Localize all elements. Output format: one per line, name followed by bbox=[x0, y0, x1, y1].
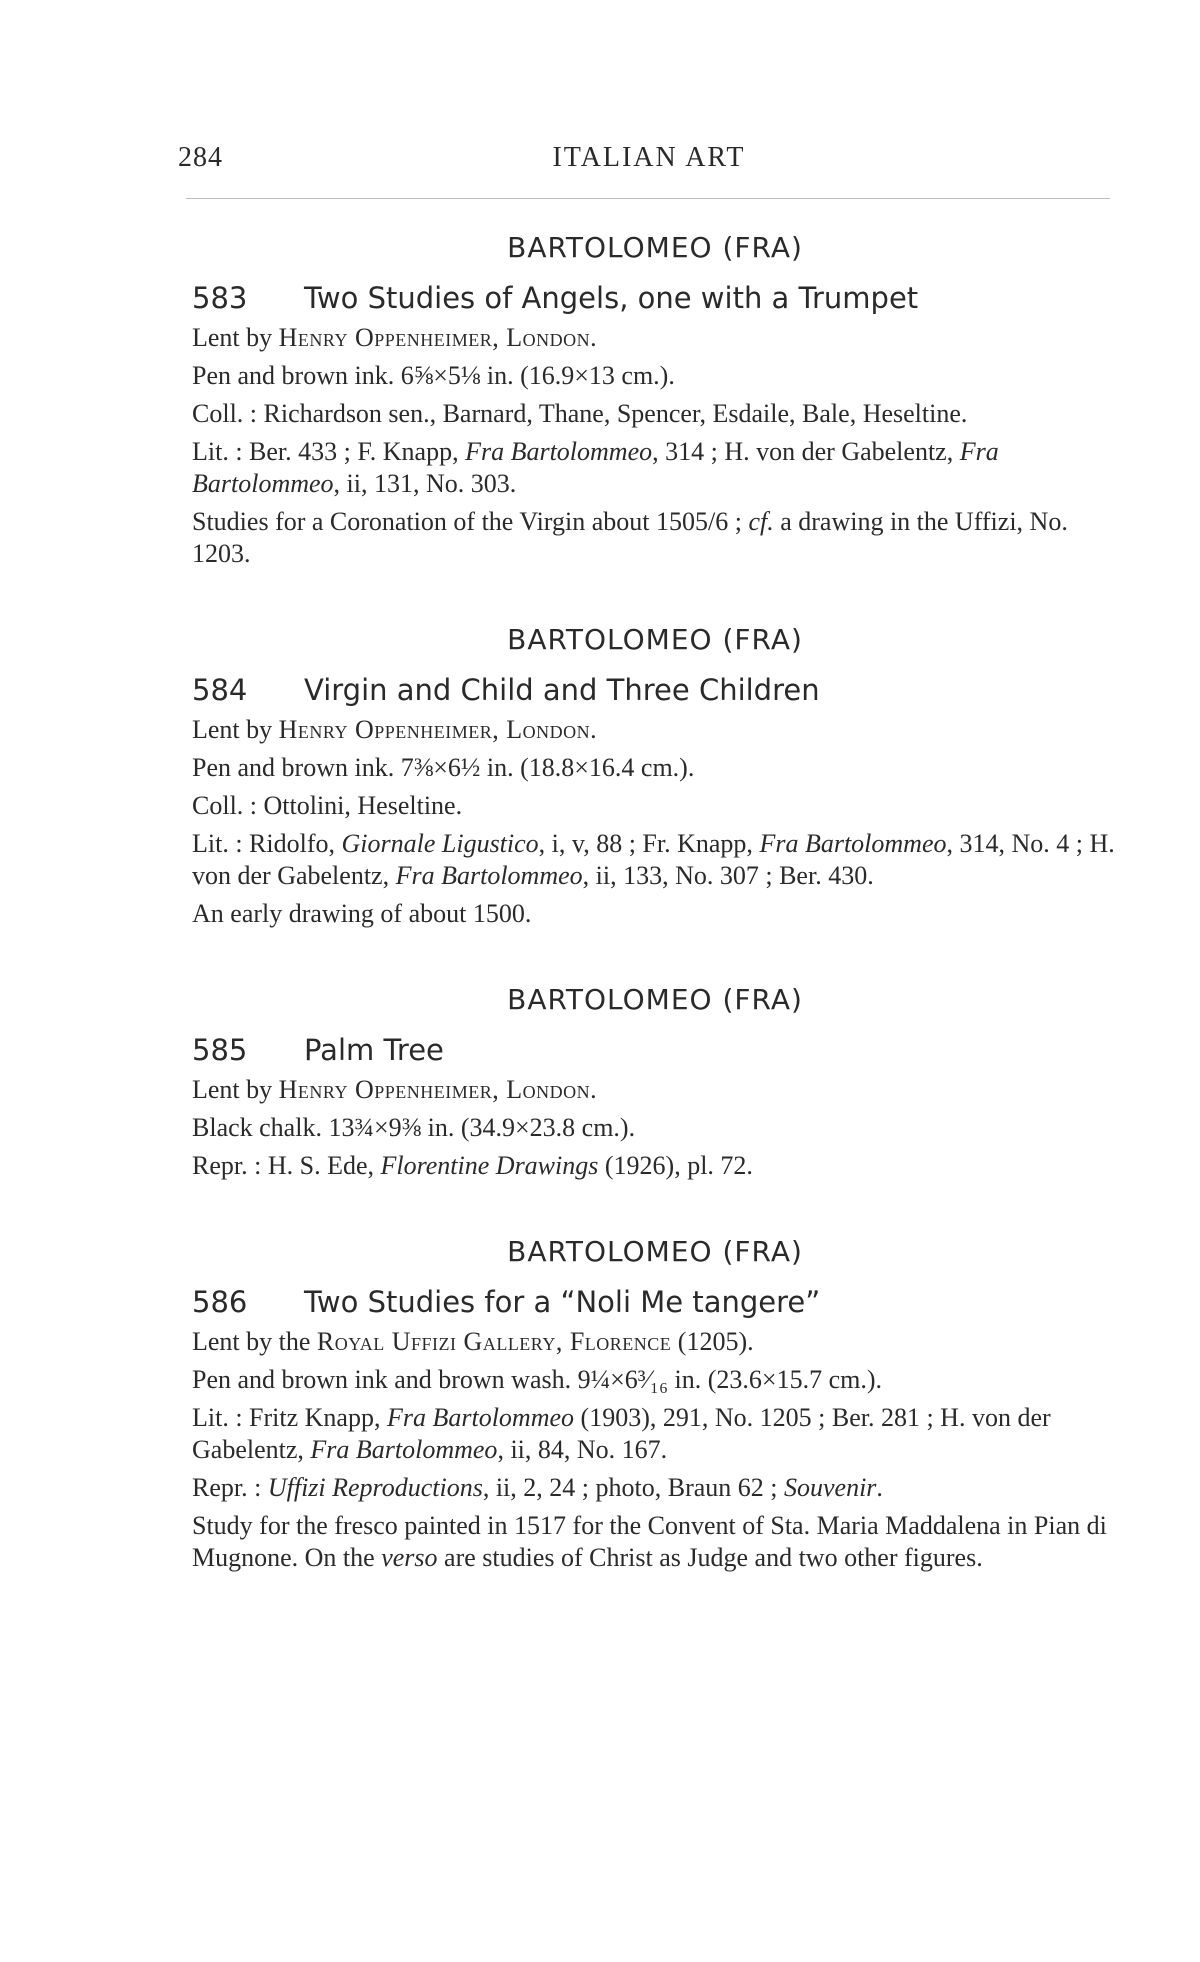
lit-italic: Fra Bartolommeo bbox=[395, 861, 583, 890]
repr-text: Repr. : bbox=[192, 1473, 268, 1502]
repr-text: (1926), pl. 72. bbox=[598, 1151, 753, 1180]
entry-spacer bbox=[192, 576, 1118, 620]
repr-italic: Florentine Drawings bbox=[380, 1151, 599, 1180]
catalogue-entry-585 bbox=[192, 980, 1118, 1182]
lender-name: Henry Oppenheimer, London. bbox=[278, 323, 598, 352]
reproduction-line bbox=[192, 1150, 1118, 1182]
lender-name: Henry Oppenheimer, London. bbox=[278, 1075, 598, 1104]
lit-text: , ii, 131, No. 303. bbox=[333, 469, 517, 498]
artist-heading: BARTOLOMEO (FRA) bbox=[507, 231, 803, 264]
repr-italic: Uffizi Reproductions bbox=[267, 1473, 483, 1502]
header-rule bbox=[186, 198, 1110, 199]
literature-line bbox=[192, 828, 1118, 892]
artwork-title: Two Studies of Angels, one with a Trumpet bbox=[304, 281, 919, 315]
lent-suffix: (1205). bbox=[671, 1327, 754, 1356]
medium-line: Pen and brown ink. 6⅝×5⅛ in. (16.9×13 cm.). bbox=[192, 361, 675, 390]
note-italic: cf. bbox=[748, 507, 774, 536]
lender-name: Henry Oppenheimer, London. bbox=[278, 715, 598, 744]
artist-heading: BARTOLOMEO (FRA) bbox=[507, 623, 803, 656]
note-line bbox=[192, 1510, 1118, 1574]
medium-line: Pen and brown ink and brown wash. 9¼×6³⁄₁₆ in. (23.6×15.7 cm.). bbox=[192, 1365, 883, 1394]
collection-line: Coll. : Ottolini, Heseltine. bbox=[192, 791, 463, 820]
note-line: An early drawing of about 1500. bbox=[192, 899, 532, 928]
artist-heading: BARTOLOMEO (FRA) bbox=[507, 983, 803, 1016]
lit-text: Lit. : Fritz Knapp, bbox=[192, 1403, 387, 1432]
artwork-title: Palm Tree bbox=[304, 1033, 444, 1067]
entry-title-line bbox=[192, 1028, 1118, 1072]
repr-text: . bbox=[876, 1473, 883, 1502]
lit-text: (1903), 291, No. 1205 ; Ber. 281 ; H. von der Gabelentz, bbox=[192, 1403, 1051, 1464]
running-head bbox=[178, 142, 1120, 182]
entry-spacer bbox=[192, 1188, 1118, 1232]
lit-italic: Fra Bartolommeo bbox=[310, 1435, 498, 1464]
catalogue-number: 586 bbox=[192, 1285, 248, 1319]
entry-spacer bbox=[192, 936, 1118, 980]
catalogue-entries bbox=[192, 228, 1118, 1580]
reproduction-line bbox=[192, 1472, 1118, 1504]
catalogue-entry-584 bbox=[192, 620, 1118, 930]
lent-prefix: Lent by the bbox=[192, 1327, 317, 1356]
medium-line: Black chalk. 13¾×9⅜ in. (34.9×23.8 cm.). bbox=[192, 1113, 636, 1142]
lent-prefix: Lent by bbox=[192, 1075, 279, 1104]
note-italic: verso bbox=[381, 1543, 438, 1572]
catalogue-number: 583 bbox=[192, 281, 248, 315]
note-text: are studies of Christ as Judge and two other figures. bbox=[437, 1543, 983, 1572]
lent-prefix: Lent by bbox=[192, 715, 279, 744]
literature-line bbox=[192, 436, 1118, 500]
note-text: Study for the fresco painted in 1517 for the Convent of Sta. Maria Maddalena in Pian di Mugnone. On the bbox=[192, 1511, 1107, 1572]
repr-text: , ii, 2, 24 ; photo, Braun 62 ; bbox=[482, 1473, 784, 1502]
lent-prefix: Lent by bbox=[192, 323, 279, 352]
lit-text: , i, v, 88 ; Fr. Knapp, bbox=[538, 829, 760, 858]
lit-text: Lit. : Ber. 433 ; F. Knapp, bbox=[192, 437, 466, 466]
lender-line bbox=[192, 714, 1118, 746]
lender-line bbox=[192, 1326, 1118, 1358]
entry-title-line bbox=[192, 276, 1118, 320]
catalogue-entry-586 bbox=[192, 1232, 1118, 1574]
lender-line bbox=[192, 322, 1118, 354]
lit-italic: Giornale Ligustico bbox=[341, 829, 539, 858]
catalogue-entry-583 bbox=[192, 228, 1118, 570]
lit-text: Lit. : Ridolfo, bbox=[192, 829, 342, 858]
lender-name: Royal Uffizi Gallery, Florence bbox=[316, 1327, 672, 1356]
lit-italic: Fra Bartolommeo bbox=[386, 1403, 575, 1432]
medium-line: Pen and brown ink. 7⅜×6½ in. (18.8×16.4 cm.). bbox=[192, 753, 695, 782]
lit-text: , ii, 133, No. 307 ; Ber. 430. bbox=[582, 861, 874, 890]
lit-text: , ii, 84, No. 167. bbox=[497, 1435, 668, 1464]
note-line bbox=[192, 506, 1118, 570]
lit-italic: Fra Bartolommeo bbox=[759, 829, 947, 858]
catalogue-number: 584 bbox=[192, 673, 248, 707]
lit-text: , 314 ; H. von der Gabelentz, bbox=[652, 437, 960, 466]
lit-italic: Fra Bartolommeo bbox=[465, 437, 653, 466]
repr-italic: Souvenir bbox=[784, 1473, 877, 1502]
entry-title-line bbox=[192, 668, 1118, 712]
lit-text: , 314, No. 4 ; H. von der Gabelentz, bbox=[192, 829, 1115, 890]
entry-title-line bbox=[192, 1280, 1118, 1324]
lit-italic: Fra Bartolommeo bbox=[192, 437, 999, 498]
note-text: a drawing in the Uffizi, No. 1203. bbox=[192, 507, 1068, 568]
artwork-title: Virgin and Child and Three Children bbox=[304, 673, 820, 707]
catalogue-number: 585 bbox=[192, 1033, 248, 1067]
running-title: ITALIAN ART bbox=[552, 142, 746, 173]
artist-heading: BARTOLOMEO (FRA) bbox=[507, 1235, 803, 1268]
note-text: Studies for a Coronation of the Virgin about 1505/6 ; bbox=[192, 507, 749, 536]
literature-line bbox=[192, 1402, 1118, 1466]
page-number: 284 bbox=[178, 142, 223, 173]
lender-line bbox=[192, 1074, 1118, 1106]
repr-text: Repr. : H. S. Ede, bbox=[192, 1151, 381, 1180]
artwork-title: Two Studies for a “Noli Me tangere” bbox=[304, 1285, 821, 1319]
collection-line: Coll. : Richardson sen., Barnard, Thane, Spencer, Esdaile, Bale, Heseltine. bbox=[192, 399, 968, 428]
